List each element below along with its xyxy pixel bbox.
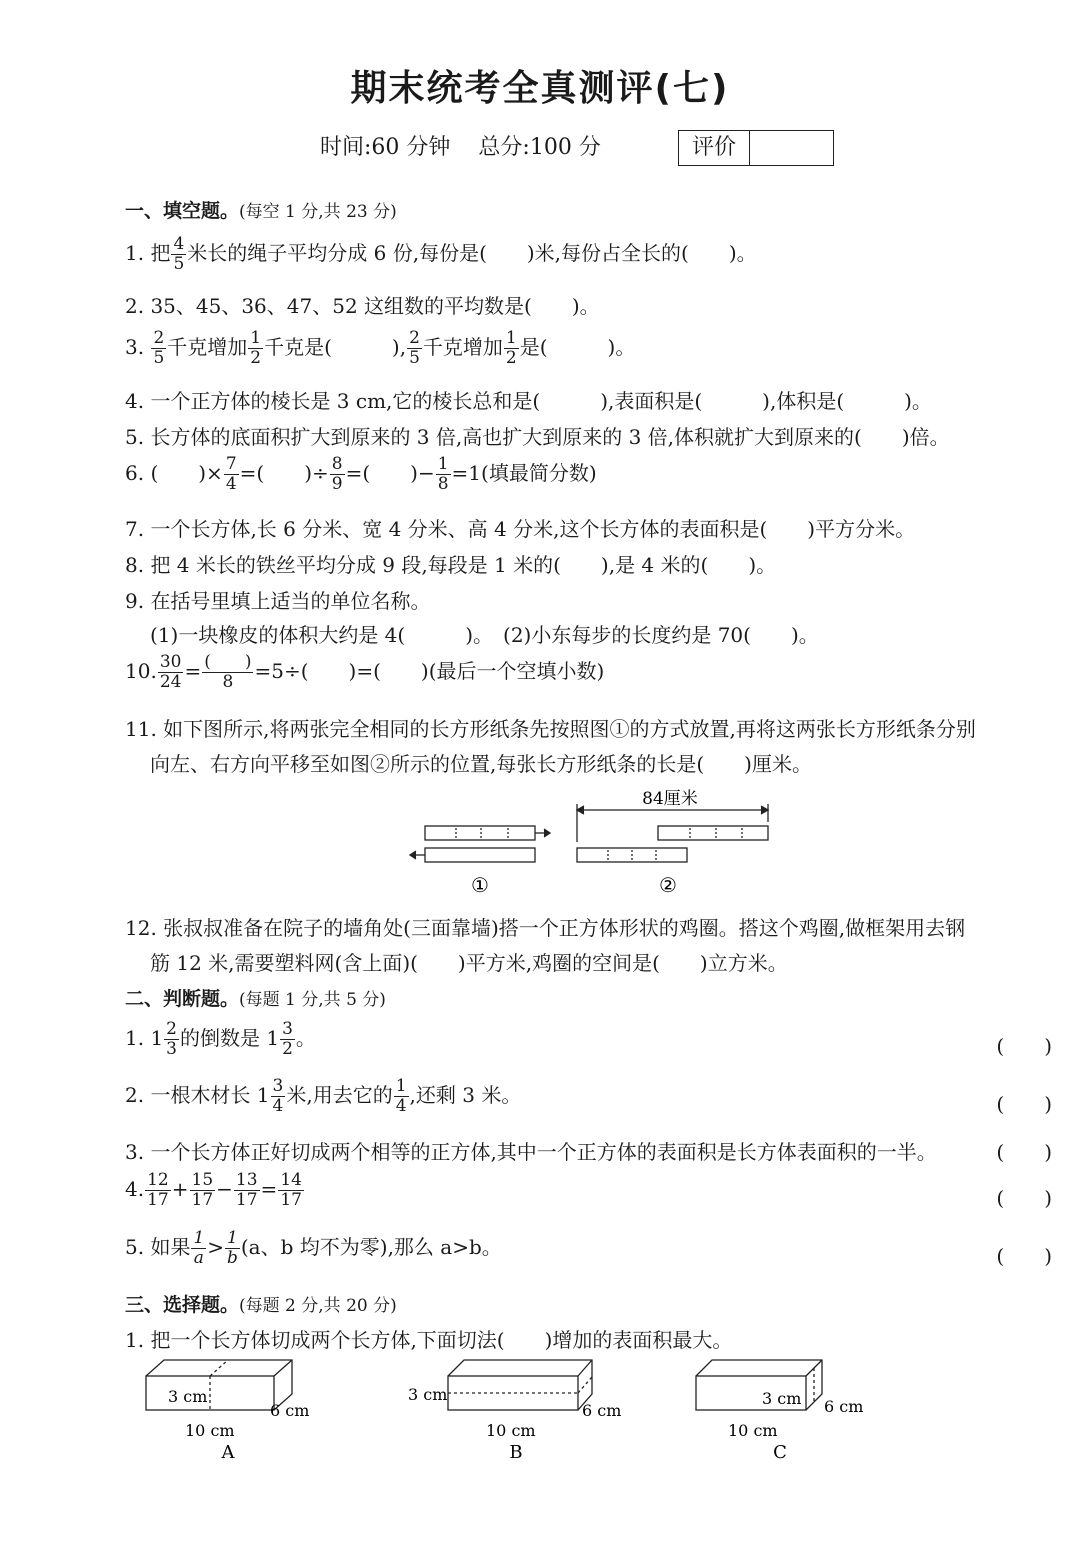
evaluation-label: 评价	[679, 131, 750, 165]
section3-note: (每题 2 分,共 20 分)	[239, 1296, 397, 1316]
evaluation-box[interactable]	[678, 130, 834, 166]
option-b-width: 6 cm	[582, 1401, 622, 1420]
dimension-label: 84厘米	[642, 789, 698, 809]
question-1-6: 6. ( )× $\frac{7}{4}$ =( )÷ $\frac{8}{9}$ =( )− $\frac{1}{8}$ =1(填最简分数)	[125, 454, 597, 494]
option-c-label: C	[773, 1442, 787, 1463]
option-c-height: 3 cm	[762, 1389, 802, 1408]
fraction: $\frac{1}{8}$	[437, 454, 449, 494]
fraction: $\frac{( )}{8}$	[204, 652, 252, 692]
figure-2-caption: ②	[659, 873, 677, 897]
fraction: $\frac{14}{17}$	[280, 1170, 302, 1210]
option-c-box[interactable]	[690, 1356, 890, 1466]
option-b-height: 3 cm	[408, 1385, 448, 1404]
strip-2a	[658, 826, 768, 840]
strip-1a	[425, 826, 535, 840]
fraction: $\frac{30}{24}$	[159, 652, 182, 692]
fraction: $\frac{7}{4}$	[225, 454, 237, 494]
strip-1b	[425, 848, 535, 862]
section1-note: (每空 1 分,共 23 分)	[239, 202, 397, 222]
section1-heading	[125, 196, 397, 223]
fraction: $\frac{1}{b}$	[227, 1228, 238, 1268]
question-1-8: 8. 把 4 米长的铁丝平均分成 9 段,每段是 1 米的( ),是 4 米的( )。	[125, 553, 777, 577]
question-2-1: 1. 1 $\frac{2}{3}$ 的倒数是 1 $\frac{3}{2}$ 。	[125, 1019, 316, 1059]
question-2-4: 4. $\frac{12}{17}$ + $\frac{15}{17}$ − $\frac{13}{17}$ = $\frac{14}{17}$	[125, 1170, 302, 1210]
question-1-12-line1: 12. 张叔叔准备在院子的墙角处(三面靠墙)搭一个正方体形状的鸡圈。搭这个鸡圈,做框架用去钢	[125, 916, 966, 940]
answer-paren-4[interactable]: ( )	[996, 1186, 1052, 1210]
question-2-3: 3. 一个长方体正好切成两个相等的正方体,其中一个正方体的表面积是长方体表面积的一半。	[125, 1140, 937, 1164]
fraction: $\frac{2}{3}$	[166, 1019, 177, 1059]
question-1-11-line1: 11. 如下图所示,将两张完全相同的长方形纸条先按照图①的方式放置,再将这两张长方形纸条分别	[125, 717, 976, 741]
fraction: $\frac{1}{2}$	[250, 328, 262, 368]
figure-1-caption: ①	[471, 873, 489, 897]
time-limit: 时间:60 分钟	[320, 135, 451, 160]
page-title: 期末统考全真测评(七)	[350, 68, 730, 109]
answer-paren-3[interactable]: ( )	[996, 1140, 1052, 1164]
option-a-box[interactable]	[140, 1356, 340, 1466]
answer-paren-5[interactable]: ( )	[996, 1244, 1052, 1268]
option-a-label: A	[221, 1442, 235, 1463]
option-a-height: 3 cm	[168, 1387, 208, 1406]
option-b-length: 10 cm	[486, 1421, 536, 1440]
option-c-width: 6 cm	[824, 1397, 864, 1416]
total-score: 总分:100 分	[478, 135, 601, 160]
fraction: $\frac{8}{9}$	[331, 454, 343, 494]
option-a-width: 6 cm	[270, 1401, 310, 1420]
fraction: $\frac{12}{17}$	[147, 1170, 169, 1210]
section1-title: 一、填空题。	[125, 200, 240, 222]
question-1-7: 7. 一个长方体,长 6 分米、宽 4 分米、高 4 分米,这个长方体的表面积是( )平方分米。	[125, 517, 916, 541]
question-1-5: 5. 长方体的底面积扩大到原来的 3 倍,高也扩大到原来的 3 倍,体积就扩大到原来的( )倍。	[125, 425, 950, 449]
question-1-11-line2: 向左、右方向平移至如图②所示的位置,每张长方形纸条的长是( )厘米。	[150, 752, 812, 776]
question-1-10: 10. $\frac{30}{24}$ = $\frac{( )}{8}$ =5÷( )=( )(最后一个空填小数)	[125, 652, 605, 692]
fraction: $\frac{1}{4}$	[395, 1076, 407, 1116]
fraction: $\frac{15}{17}$	[191, 1170, 214, 1210]
option-c-length: 10 cm	[728, 1421, 778, 1440]
fraction: $\frac{2}{5}$	[153, 328, 165, 368]
fraction: $\frac{13}{17}$	[235, 1170, 258, 1210]
option-b-box[interactable]	[400, 1356, 630, 1466]
question-3-1: 1. 把一个长方体切成两个长方体,下面切法( )增加的表面积最大。	[125, 1328, 733, 1352]
question-1-1	[125, 236, 757, 273]
question-1-2: 2. 35、45、36、47、52 这组数的平均数是( )。	[125, 294, 600, 318]
section2-note: (每题 1 分,共 5 分)	[239, 990, 386, 1010]
option-a-length: 10 cm	[185, 1421, 235, 1440]
fraction: $\frac{1}{a}$	[193, 1228, 205, 1268]
section2-heading	[125, 984, 386, 1011]
exam-meta	[320, 130, 629, 161]
fraction: $\frac{3}{4}$	[272, 1076, 284, 1116]
section3-heading	[125, 1290, 397, 1317]
fraction: $\frac{3}{2}$	[282, 1019, 293, 1059]
question-1-9-sub: (1)一块橡皮的体积大约是 4( )。 (2)小东每步的长度约是 70( )。	[150, 623, 819, 647]
fraction: $\frac{4}{5}$	[173, 234, 185, 274]
option-b-label: B	[509, 1442, 523, 1463]
question-1-12-line2: 筋 12 米,需要塑料网(含上面)( )平方米,鸡圈的空间是( )立方米。	[150, 951, 788, 975]
fraction: $\frac{1}{2}$	[505, 328, 517, 368]
question-1-9: 9. 在括号里填上适当的单位名称。	[125, 589, 431, 613]
section3-title: 三、选择题。	[125, 1294, 240, 1316]
section2-title: 二、判断题。	[125, 988, 240, 1010]
q-number: 1. 把	[125, 241, 171, 265]
q-text: 米长的绳子平均分成 6 份,每份是( )米,每份占全长的( )。	[187, 241, 757, 265]
question-2-5: 5. 如果 $\frac{1}{a}$ > $\frac{1}{b}$ (a、b 均不为零),那么 a>b。	[125, 1228, 502, 1268]
question-1-3: 3. $\frac{2}{5}$ 千克增加 $\frac{1}{2}$ 千克是( ), $\frac{2}{5}$ 千克增加 $\frac{1}{2}$ 是( )。	[125, 328, 636, 368]
answer-paren-1[interactable]: ( )	[996, 1034, 1052, 1058]
strip-figure	[400, 782, 800, 902]
question-1-4: 4. 一个正方体的棱长是 3 cm,它的棱长总和是( ),表面积是( ),体积是( )。	[125, 389, 932, 413]
fraction: $\frac{2}{5}$	[409, 328, 420, 368]
answer-paren-2[interactable]: ( )	[996, 1092, 1052, 1116]
question-2-2: 2. 一根木材长 1 $\frac{3}{4}$ 米,用去它的 $\frac{1}{4}$ ,还剩 3 米。	[125, 1076, 522, 1116]
